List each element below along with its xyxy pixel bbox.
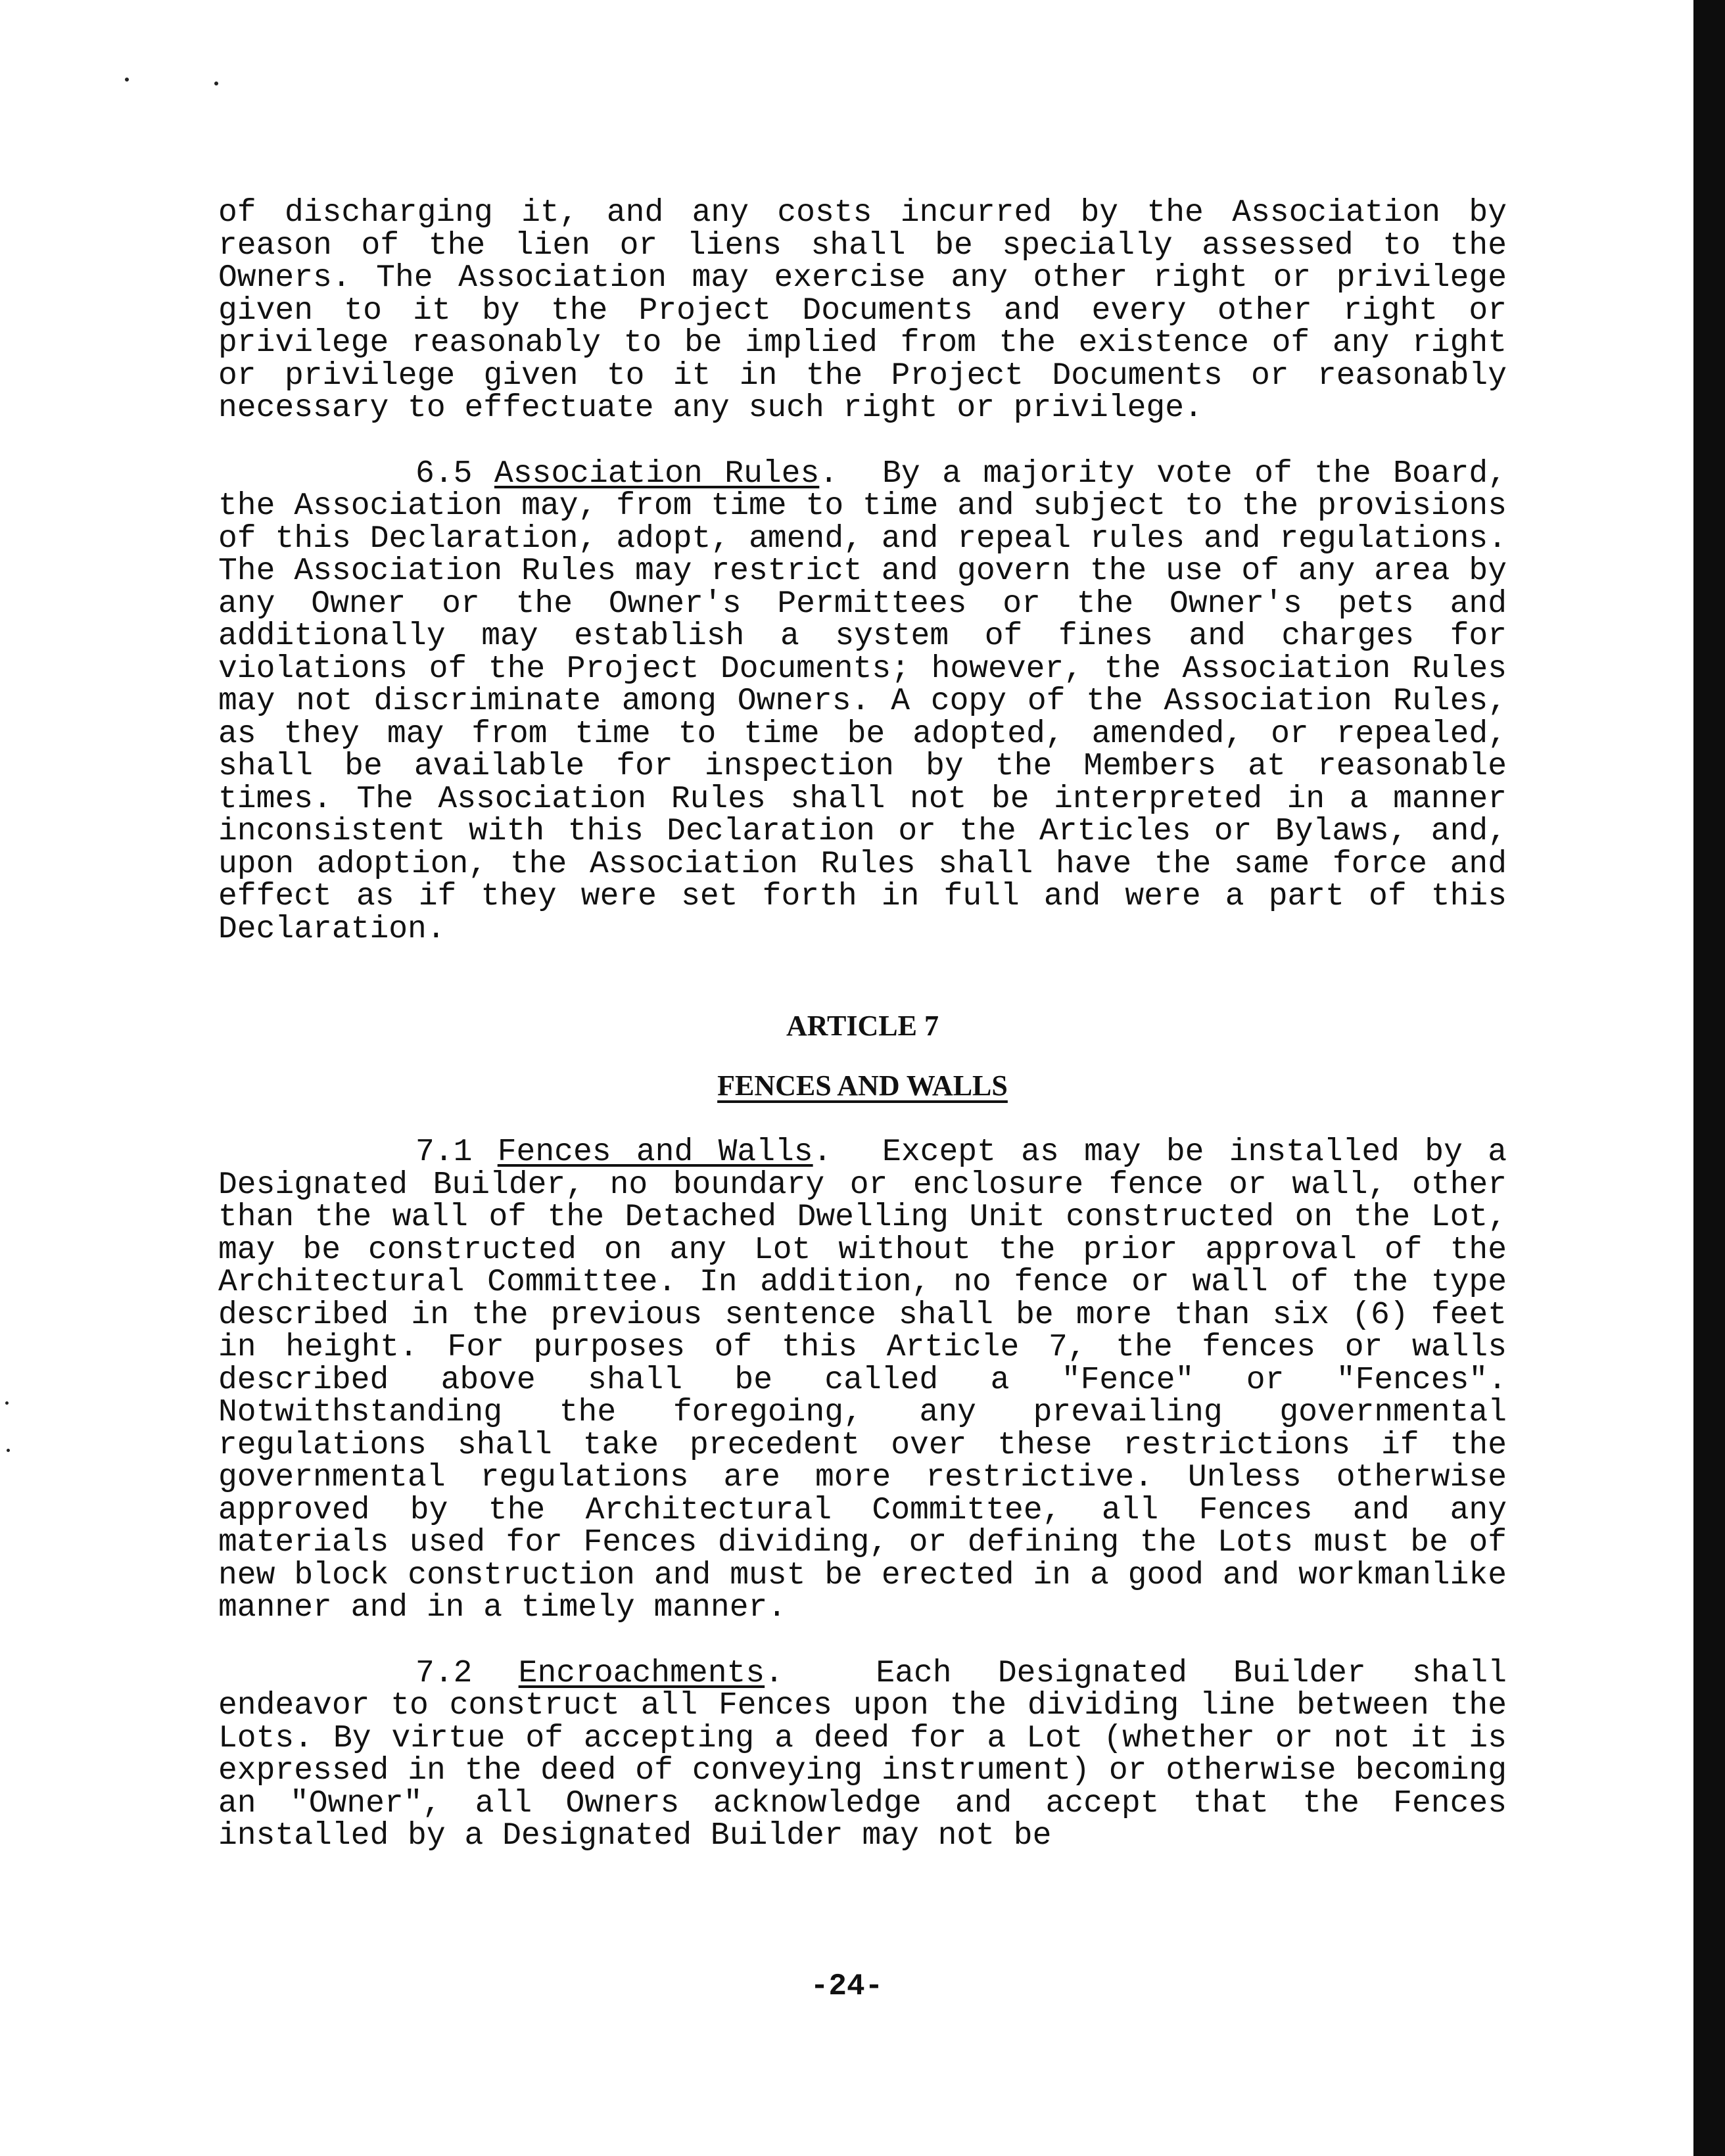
article-heading: ARTICLE 7 xyxy=(786,1010,939,1042)
section-number: 6.5 xyxy=(415,456,473,492)
scan-speck xyxy=(125,78,129,82)
section-title: Fences and Walls xyxy=(497,1135,813,1170)
scan-edge xyxy=(1693,0,1725,2156)
article-title-text: FENCES AND WALLS xyxy=(717,1069,1008,1102)
section-number: 7.2 xyxy=(415,1655,473,1691)
article-title xyxy=(218,1069,1507,1102)
scan-speck xyxy=(5,1401,9,1405)
document-page xyxy=(218,197,1507,1853)
scan-speck xyxy=(214,82,218,85)
section-text: Each Designated Builder shall endeavor to construct all Fences upon the dividing line between the Lots. By virtue of accepting a deed for a Lot (whether or not it is expressed in the deed of conveying instrument) or otherwise becoming an "Owner", all Owners acknowledge and accept that the Fences installed by a Designated Builder may not be xyxy=(218,1655,1507,1854)
continued-paragraph-text: of discharging it, and any costs incurred by the Association by reason of the lien or liens shall be specially assessed to the Owners. The Association may exercise any other right or privilege given to it by the Project Documents and every other right or privilege reasonably to be implied from the existence of any right or privilege given to it in the Project Documents or reasonably necessary to effectuate any such right or privilege. xyxy=(218,195,1507,426)
section-7-1: 7.1 Fences and Walls. Except as may be installed by a Designated Builder, no boundary or enclosure fence or wall, other than the wall of the Detached Dwelling Unit constructed on the Lot, may be constructed on any Lot without the prior approval of the Architectural Committee. In addition, no fence or wall of the type described in the previous sentence shall be more than six (6) feet in height. For purposes of this Article 7, the fences or walls described above shall be called a "Fence" or "Fences". Notwithstanding the foregoing, any prevailing governmental regulations shall take precedent over these restrictions if the governmental regulations are more restrictive. Unless otherwise approved by the Architectural Committee, all Fences and any materials used for Fences dividing, or defining the Lots must be of new block construction and must be erected in a good and workmanlike manner and in a timely manner. xyxy=(218,1135,1507,1626)
continued-paragraph xyxy=(218,197,1507,425)
scan-speck xyxy=(7,1449,10,1452)
section-6-5: 6.5 Association Rules. By a majority vote of the Board, the Association may, from time to time and subject to the provisions of this Declaration, adopt, amend, and repeal rules and regulations. The Association Rules may restrict and govern the use of any area by any Owner or the Owner's Permittees or the Owner's pets and additionally may establish a system of fines and charges for violations of the Project Documents; however, the Association Rules may not discriminate among Owners. A copy of the Association Rules, as they may from time to time be adopted, amended, or repealed, shall be available for inspection by the Members at reasonable times. The Association Rules shall not be interpreted in a manner inconsistent with this Declaration or the Articles or Bylaws, and, upon adoption, the Association Rules shall have the same force and effect as if they were set forth in full and were a part of this Declaration. xyxy=(218,456,1507,947)
paragraph-gap xyxy=(218,1625,1507,1658)
page-number: -24- xyxy=(810,1969,884,2004)
section-number: 7.1 xyxy=(415,1135,473,1170)
section-7-2: 7.2 Encroachments. Each Designated Builder shall endeavor to construct all Fences upon the dividing line between the Lots. By virtue of accepting a deed for a Lot (whether or not it is expressed in the deed of conveying instrument) or otherwise becoming an "Owner", all Owners acknowledge and accept that the Fences installed by a Designated Builder may not be xyxy=(218,1655,1507,1854)
paragraph-gap xyxy=(218,425,1507,458)
section-text: Except as may be installed by a Designated Builder, no boundary or enclosure fence or wall, other than the wall of the Detached Dwelling Unit constructed on the Lot, may be constructed on any Lot without the prior approval of the Architectural Committee. In addition, no fence or wall of the type described in the previous sentence shall be more than six (6) feet in height. For purposes of this Article 7, the fences or walls described above shall be called a "Fence" or "Fences". Notwithstanding the foregoing, any prevailing governmental regulations shall take precedent over these restrictions if the governmental regulations are more restrictive. Unless otherwise approved by the Architectural Committee, all Fences and any materials used for Fences dividing, or defining the Lots must be of new block construction and must be erected in a good and workmanlike manner and in a timely manner. xyxy=(218,1135,1507,1626)
section-text: By a majority vote of the Board, the Association may, from time to time and subject to the provisions of this Declaration, adopt, amend, and repeal rules and regulations. The Association Rules may restrict and govern the use of any area by any Owner or the Owner's Permittees or the Owner's pets and additionally may establish a system of fines and charges for violations of the Project Documents; however, the Association Rules may not discriminate among Owners. A copy of the Association Rules, as they may from time to time be adopted, amended, or repealed, shall be available for inspection by the Members at reasonable times. The Association Rules shall not be interpreted in a manner inconsistent with this Declaration or the Articles or Bylaws, and, upon adoption, the Association Rules shall have the same force and effect as if they were set forth in full and were a part of this Declaration. xyxy=(218,456,1507,947)
section-title: Encroachments xyxy=(518,1655,765,1691)
section-title: Association Rules xyxy=(494,456,820,492)
